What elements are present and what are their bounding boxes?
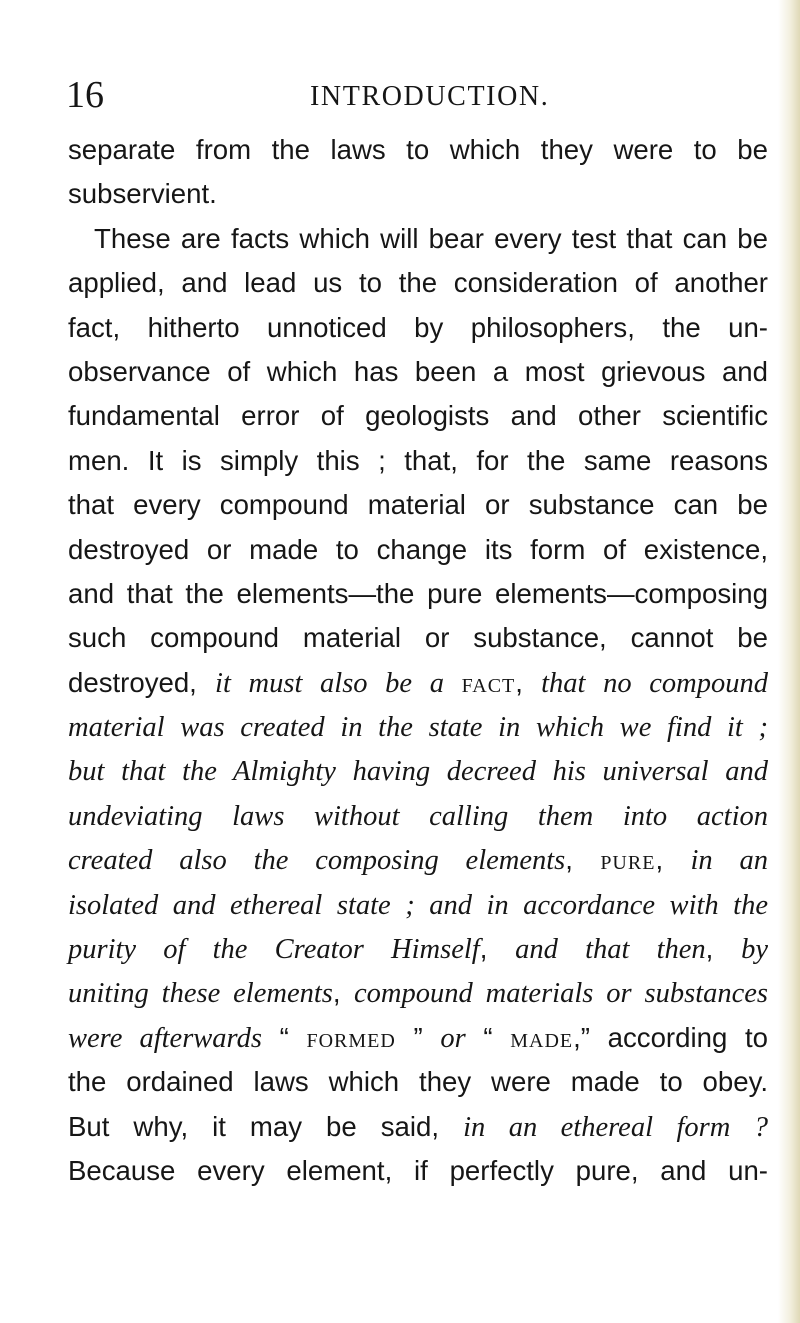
italic-run: in an ethereal form ? bbox=[463, 1111, 769, 1143]
small-caps-run: PURE bbox=[600, 852, 656, 875]
body-text bbox=[68, 128, 768, 1193]
italic-run: compound materials or substances bbox=[354, 978, 769, 1010]
text-run: fundamental error of geologists and other scientific bbox=[68, 400, 768, 432]
running-head: INTRODUCTION. bbox=[310, 81, 550, 112]
text-run: destroyed, bbox=[68, 666, 216, 698]
text-run: Because every element, if perfectly pure, and un- bbox=[68, 1154, 768, 1186]
text-line bbox=[68, 838, 768, 882]
italic-run: it must also be a bbox=[215, 667, 462, 699]
text-line bbox=[68, 1016, 768, 1060]
text-line bbox=[68, 1149, 768, 1193]
text-run: observance of which has been a most grievous and bbox=[68, 355, 768, 387]
text-run: , bbox=[565, 844, 601, 876]
italic-run: by bbox=[741, 934, 768, 966]
text-run: that every compound material or substance can be bbox=[68, 489, 768, 521]
text-run: “ bbox=[465, 1021, 511, 1053]
italic-run: created also the composing elements bbox=[68, 845, 566, 877]
text-line bbox=[68, 439, 768, 483]
text-run: “ bbox=[261, 1021, 307, 1053]
text-run: , bbox=[479, 933, 516, 965]
italic-run: undeviating laws without calling them into action bbox=[68, 800, 768, 832]
italic-run: material was created in the state in which we find it ; bbox=[68, 712, 768, 744]
text-line bbox=[68, 217, 768, 261]
text-line bbox=[68, 661, 768, 705]
text-line bbox=[68, 394, 768, 438]
small-caps-run: FACT bbox=[461, 674, 516, 697]
small-caps-run: MADE bbox=[510, 1029, 574, 1052]
text-line bbox=[68, 749, 768, 793]
text-line bbox=[68, 705, 768, 749]
text-run: But why, it may be said, bbox=[68, 1110, 464, 1142]
italic-run: that no compound bbox=[541, 667, 768, 699]
text-line bbox=[68, 1105, 768, 1149]
text-run: such compound material or substance, cannot be bbox=[68, 622, 768, 654]
text-run: destroyed or made to change its form of existence, bbox=[68, 533, 768, 565]
italic-run: and that then bbox=[515, 934, 706, 966]
text-run: , bbox=[655, 844, 691, 876]
text-line bbox=[68, 172, 768, 216]
text-line bbox=[68, 1060, 768, 1104]
italic-run: uniting these elements bbox=[68, 978, 333, 1010]
text-line bbox=[68, 971, 768, 1015]
text-run: These are facts which will bear every test that can be bbox=[94, 222, 768, 254]
text-line bbox=[68, 128, 768, 172]
text-line bbox=[68, 306, 768, 350]
text-run: separate from the laws to which they were to be bbox=[68, 134, 768, 165]
page-header bbox=[0, 75, 800, 115]
page-number: 16 bbox=[66, 74, 104, 116]
text-line bbox=[68, 883, 768, 927]
text-line bbox=[68, 261, 768, 305]
small-caps-run: FORMED bbox=[306, 1029, 396, 1052]
text-run: fact, hitherto unnoticed by philosophers, the un- bbox=[68, 311, 768, 343]
text-run: subservient. bbox=[68, 178, 217, 210]
text-line bbox=[68, 572, 768, 616]
text-run: ” bbox=[395, 1021, 441, 1053]
italic-run: purity of the Creator Himself bbox=[68, 934, 480, 966]
text-line bbox=[68, 528, 768, 572]
italic-run: were afterwards bbox=[68, 1022, 262, 1054]
italic-run: isolated and ethereal state ; and in accordance with the bbox=[68, 889, 768, 921]
text-line bbox=[68, 794, 768, 838]
text-run: , bbox=[705, 933, 742, 965]
text-run: and that the elements—the pure elements—composing bbox=[68, 577, 768, 609]
text-run: men. It is simply this ; that, for the same reasons bbox=[68, 444, 768, 476]
text-line bbox=[68, 616, 768, 660]
italic-run: in an bbox=[690, 845, 768, 877]
text-run: the ordained laws which they were made to obey. bbox=[68, 1066, 768, 1098]
text-line bbox=[68, 927, 768, 971]
text-line bbox=[68, 483, 768, 527]
text-run: ,” according to bbox=[573, 1021, 768, 1053]
page-edge-shadow bbox=[778, 0, 800, 1323]
text-run: , bbox=[332, 977, 355, 1009]
text-run: , bbox=[515, 666, 542, 698]
text-line bbox=[68, 350, 768, 394]
italic-run: or bbox=[440, 1022, 466, 1054]
text-run: applied, and lead us to the consideration of another bbox=[68, 267, 768, 299]
italic-run: but that the Almighty having decreed his universal and bbox=[68, 756, 768, 788]
